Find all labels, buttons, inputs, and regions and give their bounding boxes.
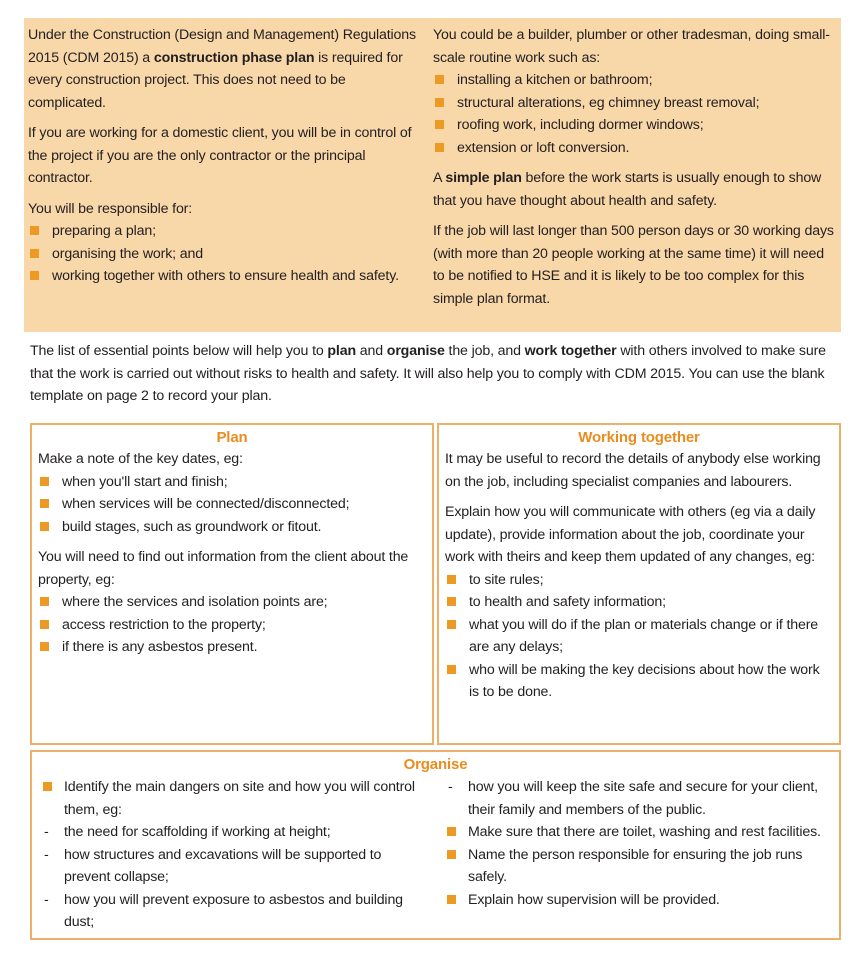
list-item: - how structures and excavations will be supported to prevent collapse;: [40, 844, 430, 889]
list-item: build stages, such as groundwork or fitout.: [38, 516, 426, 539]
organise-right-list: [444, 776, 836, 911]
plan-client-info-lead: You will need to find out information from the client about the property, eg:: [38, 549, 409, 588]
list-item: preparing a plan;: [28, 220, 423, 243]
organise-keyword: organise: [386, 343, 445, 359]
intro-simple-plan-paragraph: A simple plan before the work starts is usually enough to show that you have thought about health and safety.: [433, 170, 822, 209]
plan-keyword: plan: [327, 343, 356, 359]
list-item: who will be making the key decisions about how the work is to be done.: [445, 659, 833, 704]
plan-box: [30, 423, 434, 745]
list-item: Name the person responsible for ensuring the job runs safely.: [444, 844, 836, 889]
working-record-paragraph: It may be useful to record the details of anybody else working on the job, including specialist companies and labourers.: [445, 451, 821, 490]
property-info-list: [38, 591, 426, 659]
communication-list: [445, 569, 833, 704]
intro-panel: [24, 18, 841, 332]
work-together-keyword: work together: [524, 343, 617, 359]
working-communicate-paragraph: Explain how you will communicate with others (eg via a daily update), provide information about the job, coordinate your work with theirs and keep them updated of any changes, eg:: [445, 504, 816, 565]
intro-tradesman-paragraph: You could be a builder, plumber or other tradesman, doing small-scale routine work such as:: [433, 27, 830, 66]
list-item: what you will do if the plan or materials change or if there are any delays;: [445, 614, 833, 659]
organise-heading: Organise: [403, 756, 468, 773]
list-item: working together with others to ensure health and safety.: [28, 265, 423, 288]
routine-work-list: [433, 69, 837, 159]
list-item: Identify the main dangers on site and how you will control them, eg:: [40, 776, 430, 821]
list-item: to site rules;: [445, 569, 833, 592]
list-item: installing a kitchen or bathroom;: [433, 69, 837, 92]
list-item: Explain how supervision will be provided.: [444, 889, 836, 912]
list-item: organising the work; and: [28, 243, 423, 266]
key-dates-list: [38, 471, 426, 539]
list-item: access restriction to the property;: [38, 614, 426, 637]
list-item: Make sure that there are toilet, washing and rest facilities.: [444, 821, 836, 844]
list-item: where the services and isolation points are;: [38, 591, 426, 614]
list-item: when services will be connected/disconnected;: [38, 493, 426, 516]
simple-plan-term: simple plan: [445, 170, 522, 186]
intro-hse-notification-paragraph: If the job will last longer than 500 person days or 30 working days (with more than 20 people working at the same time) it will need to be notified to HSE and it is likely to be too complex for this simple plan format.: [433, 223, 834, 307]
working-together-heading: Working together: [578, 429, 700, 446]
list-item: structural alterations, eg chimney breast removal;: [433, 92, 837, 115]
intro-left-column: [28, 24, 423, 288]
responsibility-list: [28, 220, 423, 288]
list-item: if there is any asbestos present.: [38, 636, 426, 659]
plan-heading: Plan: [216, 429, 248, 446]
list-item: when you'll start and finish;: [38, 471, 426, 494]
list-item: extension or loft conversion.: [433, 137, 837, 160]
working-together-box: [437, 423, 841, 745]
summary-paragraph: The list of essential points below will help you to plan and organise the job, and work together with others involved to make sure that the work is carried out without risks to health and safety. It will also help you to comply with CDM 2015. You can use the blank template on page 2 to record your plan.: [30, 343, 826, 404]
intro-responsible-lead: You will be responsible for:: [28, 200, 193, 217]
intro-right-column: [433, 24, 837, 310]
intro-cdm-paragraph: Under the Construction (Design and Management) Regulations 2015 (CDM 2015) a construction phase plan is required for every construction project. This does not need to be complicated.: [28, 27, 416, 111]
list-item: - how you will prevent exposure to asbestos and building dust;: [40, 889, 430, 934]
organise-box: [30, 750, 841, 940]
list-item: roofing work, including dormer windows;: [433, 114, 837, 137]
list-item: - the need for scaffolding if working at height;: [40, 821, 430, 844]
intro-domestic-client-paragraph: If you are working for a domestic client, you will be in control of the project if you are the only contractor or the principal contractor.: [28, 125, 412, 186]
plan-key-dates-lead: Make a note of the key dates, eg:: [38, 451, 243, 467]
construction-phase-plan-term: construction phase plan: [153, 49, 315, 66]
list-item: to health and safety information;: [445, 591, 833, 614]
organise-left-list: [40, 776, 430, 934]
list-item: - how you will keep the site safe and secure for your client, their family and members of the public.: [444, 776, 836, 821]
